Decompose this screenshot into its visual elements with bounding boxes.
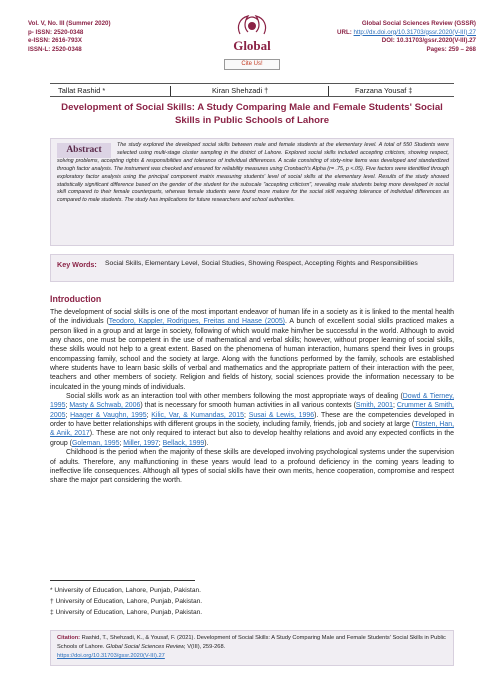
- citation-link[interactable]: Teodoro, Kappler, Rodrigues, Freitas and Haase (2005): [108, 318, 285, 326]
- paragraph-1: The development of social skills is one of the most important endeavor of human life in a society as it is linked to the mental health of the individuals (Teodoro, Kappler, Rodrigues, Freitas and Haase (2005). A bunch of excellent social skills practiced makes a person liked in a group and at large in society, following of which would make him/her be successful in the world. Although to avoid any chaos, one must be competent in the use of mathematical and verbal skills; however, without proper learning of social skills, these skills would not help to a great extent. Based on the phenomena of human interaction, humans spend their lives in groups encompassing family, school and the society at large. Along with the functions performed by the family, schools are established where students have to learn basic skills of verbal and mathematics and the appropriate pattern of their interaction with the peer, teachers and other members of society. Religion and fields of history, social sciences provide the information necessary to be inculcated in the young minds of individuals.: [50, 309, 454, 391]
- body-text: [50, 308, 454, 486]
- citation-text: Citation: Rashid, T., Shehzadi, K., & Yousaf, F. (2021). Development of Social Skills: A Study Comparing Male and Female Students' Social Skills in Public Schools of Lahore. Global Social Sciences Review, V(III), 259-268. https://doi.org/10.31703/gssr.2020(V-III).27: [57, 635, 446, 660]
- footnote-1: * University of Education, Lahore, Punjab, Pakistan.: [50, 587, 202, 594]
- citation-box: [50, 630, 454, 666]
- author-divider: [328, 86, 329, 96]
- doi: DOI: 10.31703/gssr.2020(V-III).27: [381, 37, 476, 45]
- paper-title: Development of Social Skills: A Study Comparing Male and Female Students' Social Skills in Public Schools of Lahore: [61, 102, 443, 126]
- author-row: [50, 83, 454, 97]
- keywords-label: Key Words:: [57, 260, 97, 269]
- citation-link[interactable]: Dowd & Tierney, 1995: [50, 393, 454, 410]
- citation-link[interactable]: Masty & Schwab, 2006: [69, 402, 141, 410]
- p-issn: p- ISSN: 2520-0348: [28, 28, 84, 36]
- footnote-rule: [50, 580, 195, 581]
- citation-link[interactable]: Miller, 1997: [123, 439, 159, 447]
- citation-link[interactable]: Bellack, 1999: [162, 439, 205, 447]
- section-heading-introduction: Introduction: [50, 294, 102, 304]
- abstract-label: Abstract: [57, 143, 111, 158]
- journal-url-link[interactable]: http://dx.doi.org/10.31703/gssr.2020(V-III).27: [353, 28, 476, 36]
- journal-name: Global Social Sciences Review (GSSR): [361, 20, 476, 27]
- abstract-box: [50, 138, 454, 246]
- volume-info: Vol. V, No. III (Summer 2020): [28, 20, 111, 27]
- url-line: URL: http://dx.doi.org/10.31703/gssr.2020(V-III).27: [337, 28, 476, 36]
- pages: Pages: 259 – 268: [426, 45, 476, 53]
- abstract-text: The study explored the developed social skills between male and female students at the elementary level. A total of 550 Students were selected using multi-stage cluster sampling in the district of Lahore. Explored social skills included accepting criticism, showing respect, solving problems, accepting rights & responsibilities and tolerance of individual differences. A scale consisting of sixty-nine items was developed and standardized through factor analysis. The instrument was checked and ensured for reliability measures using Cronbach's Alpha (r= .75, p <.05). Five factors were identified through exploratory factor analysis using the principal component matrix measuring students' level of social skills at the elementary level. Results of the study showed statistically significant difference based on the gender of the student for the subscale "accepting criticism", revealing male students being more developed in social skill compared to their female counterparts, whereas female students were found more mature for the social skill requiring tolerance of individual differences as compared to male students. The study has implications for future researchers and school authorities.: [57, 142, 449, 204]
- issn-l: ISSN-L: 2520-0348: [28, 45, 82, 53]
- author-divider: [170, 86, 171, 96]
- paragraph-2: Social skills work as an interaction tool with other members following the most appropriate ways of dealing (Dowd & Tierney, 1995; Masty & Schwab, 2006) that is necessary for smooth human activities in all various contexts (Smith, 2001; Crummer & Smith, 2005; Haager & Vaughn, 1995; Kilic, Var, & Kumandas, 2015; Susai & Lewis, 1996). These are the competencies developed in order to have better relationships with different groups in the society, including family, friends, job and society at large (Tösten, Han, & Anik, 2017). These are not only required to interact but also to develop healthy relations and avoid any expected conflicts in the group (Goleman, 1995; Miller, 1997; Bellack, 1999).: [50, 393, 455, 447]
- footnote-3: ‡ University of Education, Lahore, Punjab, Pakistan.: [50, 609, 203, 616]
- citation-label: Citation:: [57, 635, 81, 641]
- keywords-text: Social Skills, Elementary Level, Social Studies, Showing Respect, Accepting Rights and Responsibilities: [105, 260, 418, 267]
- logo-text: Global: [233, 38, 271, 53]
- citation-link[interactable]: Goleman, 1995: [71, 439, 120, 447]
- paragraph-3: Childhood is the period when the majority of these skills are developed involving psychological systems under the supervision of adults. Therefore, any malfunctioning in these years would lead to a profound deficiency in the coming years leading to ineffective life consequences. Although all types of social skills have their own merits, hence cooperation, compromise and respect share the major part considering the worth.: [50, 449, 454, 485]
- keywords-box: [50, 254, 454, 282]
- citation-link[interactable]: Smith, 2001: [355, 402, 393, 410]
- citation-link[interactable]: Kilic, Var, & Kumandas, 2015: [151, 411, 244, 419]
- footnote-2: † University of Education, Lahore, Punjab, Pakistan.: [50, 598, 203, 605]
- author-1: Tallat Rashid *: [58, 86, 106, 95]
- citation-doi-link[interactable]: https://doi.org/10.31703/gssr.2020(V-III).27: [57, 653, 165, 660]
- e-issn: e-ISSN: 2616-793X: [28, 37, 82, 45]
- journal-info-left: [28, 20, 178, 54]
- author-3: Farzana Yousaf ‡: [355, 86, 413, 95]
- citation-link[interactable]: Susai & Lewis, 1996: [248, 411, 315, 419]
- citation-link[interactable]: Haager & Vaughn, 1995: [70, 411, 147, 419]
- cite-us-badge[interactable]: Cite Us!: [224, 59, 280, 70]
- citation-link[interactable]: Crummer & Smith, 2005: [50, 402, 454, 419]
- citation-link[interactable]: Tösten, Han, & Anik, 2017: [50, 421, 455, 438]
- journal-info-right: [276, 20, 476, 54]
- author-2: Kiran Shehzadi †: [212, 86, 269, 95]
